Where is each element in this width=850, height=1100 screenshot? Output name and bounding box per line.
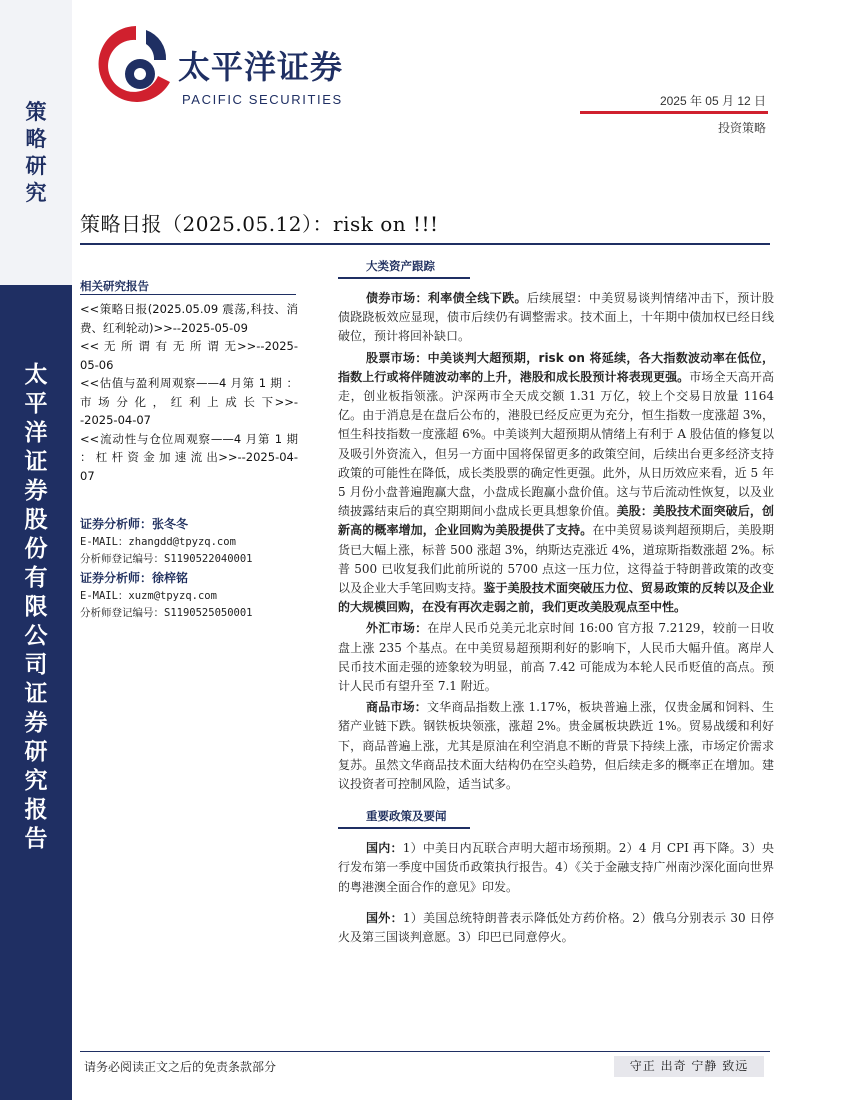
section-heading-policy: 重要政策及要闻 bbox=[338, 808, 470, 829]
fx-text: 在岸人民币兑美元北京时间 16:00 官方报 7.2129，较前一日收盘上涨 235 个基点。在中美贸易超预期利好的影响下，人民币大幅升值。离岸人民币技术面走强的迹象较为明显，前高 7.42 可能成为本轮人民币贬值的高点。预计人民币有望升至 7.1 附近。 bbox=[338, 621, 774, 694]
logo-chinese-name: 太平洋证券 bbox=[178, 48, 344, 86]
footer-disclaimer: 请务必阅读正文之后的免责条款部分 bbox=[84, 1060, 277, 1074]
us-stock-text: 在中美贸易谈判超预期后，美股期货已大幅上涨，标普 500 涨超 3%，纳斯达克涨近 4%，道琼斯指数涨超 2%。标普 500 已收复我们此前所说的 5700 点这一压力位，这得益于特朗普政策的改变以及企业大手笔回购支持。 bbox=[338, 523, 774, 596]
left-sidebar bbox=[0, 0, 72, 1100]
bond-lead: 债券市场：利率债全线下跌。 bbox=[366, 291, 527, 305]
analyst-registration: 分析师登记编号：S1190522040001 bbox=[80, 553, 253, 565]
analyst-email[interactable]: E-MAIL：xuzm@tpyzq.com bbox=[80, 590, 217, 602]
bond-text: 后续展望：中美贸易谈判情绪冲击下，预计股债跷跷板效应显现，债市后续仍有调整需求。技术面上，十年期中债加权已经日线破位，预计将回补缺口。 bbox=[338, 291, 774, 344]
analyst-registration: 分析师登记编号：S1190525050001 bbox=[80, 607, 253, 619]
related-reports-divider bbox=[80, 294, 296, 295]
company-logo bbox=[96, 20, 376, 114]
header-red-rule bbox=[580, 111, 768, 114]
related-report-link[interactable]: <<流动性与仓位周观察——4 月第 1 期 ： 杠 杆 资 金 加 速 流 出>>--2025-04-07 bbox=[80, 431, 298, 483]
logo-english-name: PACIFIC SECURITIES bbox=[182, 92, 343, 107]
report-date: 2025 年 05 月 12 日 bbox=[659, 94, 766, 108]
stock-text: 市场全天高开高走，创业板指领涨。沪深两市全天成交额 1.31 万亿，较上个交易日放量 1164 亿。由于消息是在盘后公布的，港股已经反应更为充分，恒生指数一度涨超 3%，恒生科技指数一度涨超 6%。中美谈判大超预期从情绪上有利于 A 股估值的修复以及吸引外资流入，但另一方面中国将保留更多的政策空间，后续出台更多经济支持政策的可能性在降低，成长类股票的确定性更强。此外，从日历效应来看，近 5 年 5 月份小盘普遍跑赢大盘，小盘成长跑赢小盘价值。这与节后流动性恢复，以及业绩披露结束后的真空期期间小盘成长更具想象价值。 bbox=[338, 369, 774, 519]
title-divider bbox=[80, 243, 770, 245]
related-reports-heading: 相关研究报告 bbox=[80, 279, 149, 293]
commodity-market-paragraph bbox=[338, 698, 774, 794]
report-category: 策略研究 bbox=[25, 99, 47, 205]
company-report-label: 太平洋证券股份有限公司证券研究报告 bbox=[24, 361, 48, 852]
bond-market-paragraph bbox=[338, 289, 774, 347]
related-report-link[interactable]: <<策略日报(2025.05.09 震荡,科技、消费、红利轮动)>>--2025-05-09 bbox=[80, 302, 298, 335]
analyst-card bbox=[80, 514, 300, 568]
domestic-text: 1）中美日内瓦联合声明大超市场预期。2）4 月 CPI 再下降。3）央行发布第一季度中国货币政策执行报告。4）《关于金融支持广州南沙深化面向世界的粤港澳全面合作的意见》印发。 bbox=[338, 841, 774, 894]
fx-lead: 外汇市场： bbox=[366, 621, 428, 636]
footer-divider bbox=[80, 1051, 770, 1052]
section-heading-assets: 大类资产跟踪 bbox=[338, 258, 470, 279]
sidebar-top-panel bbox=[0, 0, 72, 285]
commodity-lead: 商品市场： bbox=[366, 700, 427, 715]
commodity-text: 文华商品指数上涨 1.17%，板块普遍上涨，仅贵金属和饲料、生猪产业链下跌。钢铁板块领涨，涨超 2%。贵金属板块跌近 1%。贸易战缓和利好下，商品普遍上涨，尤其是原油在利空消息不断的背景下持续上涨，市场定价需求复苏。虽然文华商品技术面大结构仍在空头趋势，但后续走多的概率正在增加。建议投资者可控制风险，适当试多。 bbox=[338, 700, 774, 792]
foreign-text: 1）美国总统特朗普表示降低处方药价格。2）俄乌分别表示 30 日停火及第三国谈判意愿。3）印巴已同意停火。 bbox=[338, 910, 774, 945]
stock-lead: 股票市场：中美谈判大超预期，risk on 将延续，各大指数波动率在低位，指数上行或将伴随波动率的上升，港股和成长股预计将表现更强。 bbox=[338, 350, 774, 384]
us-stock-lead: 美股：美股技术面突破后，创新高的概率增加，企业回购为美股提供了支持。 bbox=[338, 504, 774, 538]
foreign-news-paragraph bbox=[338, 909, 774, 947]
related-reports-list bbox=[80, 300, 298, 485]
report-type: 投资策略 bbox=[717, 121, 766, 135]
footer-motto: 守正 出奇 宁静 致远 bbox=[614, 1056, 764, 1077]
fx-market-paragraph bbox=[338, 619, 774, 696]
analyst-card bbox=[80, 568, 300, 622]
report-title: 策略日报（2025.05.12）：risk on !!! bbox=[80, 212, 439, 236]
main-content bbox=[338, 258, 774, 949]
domestic-lead: 国内： bbox=[366, 841, 403, 856]
logo-mark-icon bbox=[96, 20, 176, 114]
domestic-news-paragraph bbox=[338, 839, 774, 897]
us-stock-conclusion: 鉴于美股技术面突破压力位、贸易政策的反转以及企业的大规模回购，在没有再次走弱之前，我们更改美股观点至中性。 bbox=[338, 581, 774, 615]
related-report-link[interactable]: << 无 所 谓 有 无 所 谓 无>>--2025-05-06 bbox=[80, 339, 298, 372]
analyst-name: 证券分析师：徐梓铭 bbox=[80, 571, 189, 585]
foreign-lead: 国外： bbox=[366, 910, 403, 925]
related-report-link[interactable]: <<估值与盈利周观察——4 月第 1 期 ： 市 场 分 化 ， 红 利 上 成 长 下>>--2025-04-07 bbox=[80, 376, 298, 427]
stock-market-paragraph bbox=[338, 349, 774, 618]
analyst-name: 证券分析师：张冬冬 bbox=[80, 517, 189, 531]
analyst-email[interactable]: E-MAIL：zhangdd@tpyzq.com bbox=[80, 536, 236, 548]
